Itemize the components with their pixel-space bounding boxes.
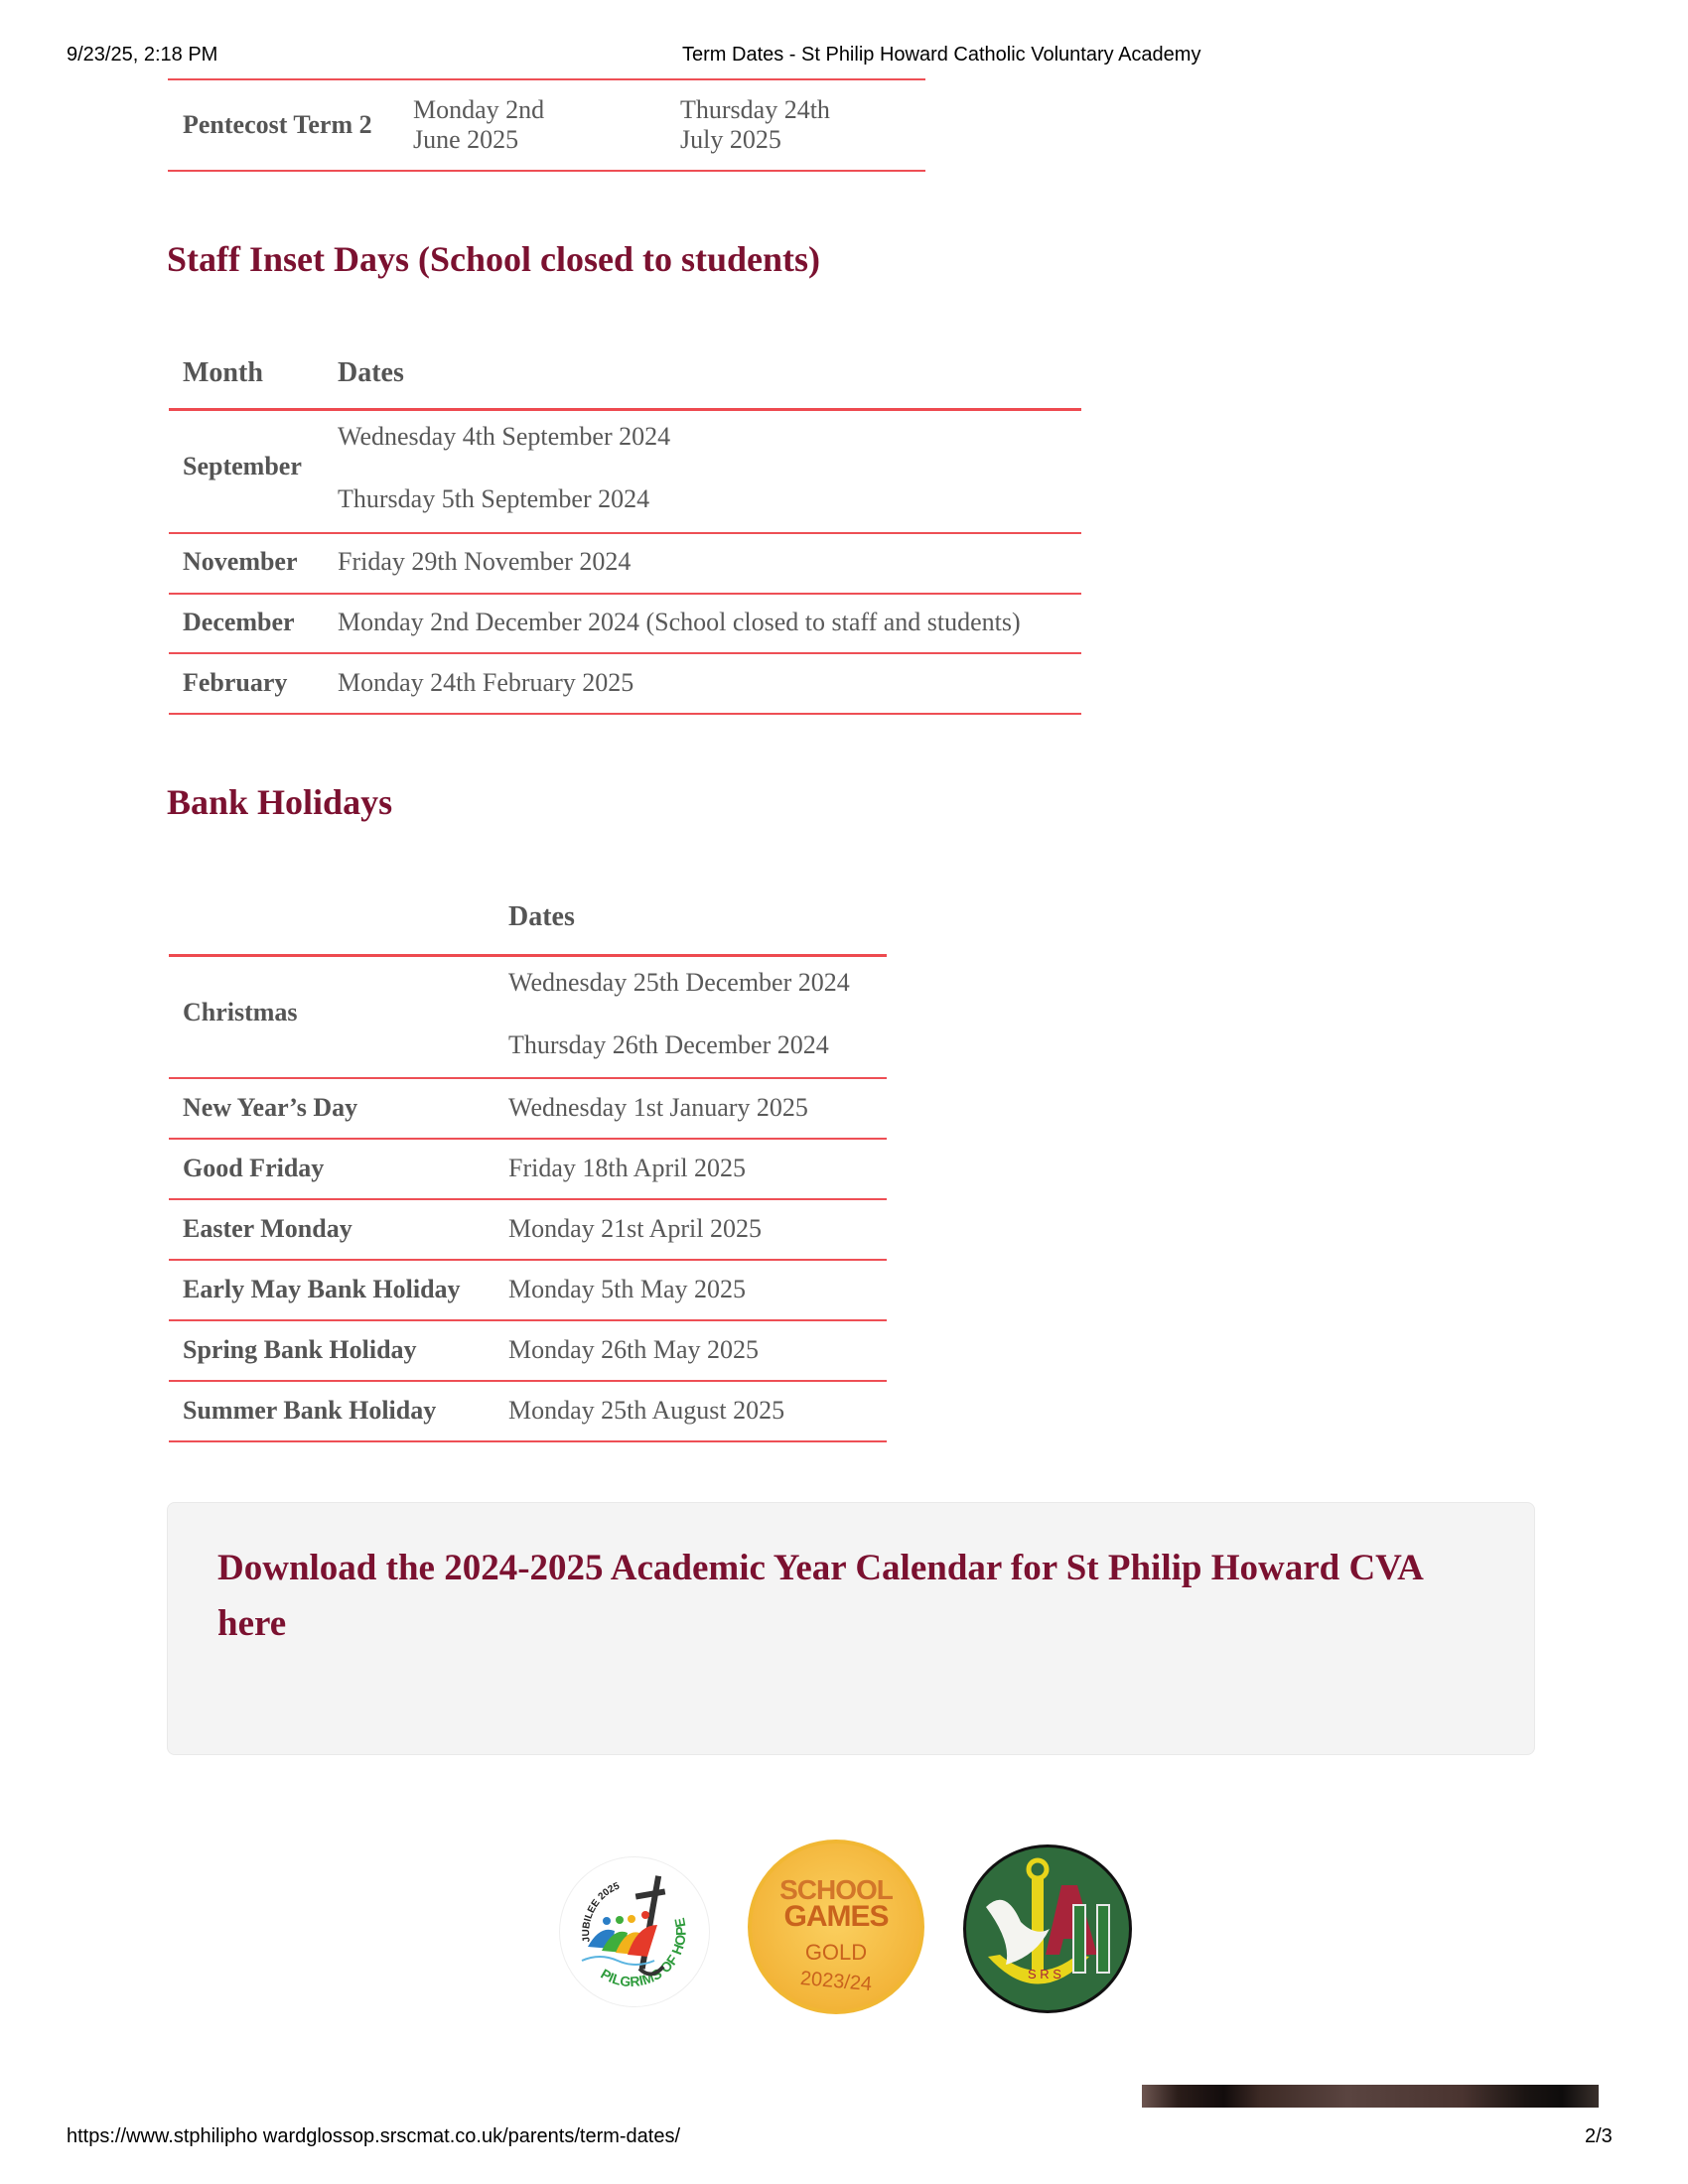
download-calendar-link[interactable]: Download the 2024-2025 Academic Year Calendar for St Philip Howard CVA here [217, 1548, 1422, 1644]
row-rule [169, 1440, 887, 1442]
header-rule [169, 408, 1081, 411]
bank-holidays-heading: Bank Holidays [167, 782, 393, 822]
row-rule [169, 593, 1081, 595]
column-header-dates: Dates [338, 357, 404, 388]
download-calendar-box [167, 1502, 1535, 1755]
date-cell: Friday 29th November 2024 [338, 547, 632, 576]
holiday-name: New Year’s Day [183, 1093, 358, 1122]
column-header-dates: Dates [508, 901, 575, 932]
holiday-name: Early May Bank Holiday [183, 1275, 461, 1303]
jubilee-2025-logo[interactable] [559, 1856, 710, 2007]
print-datetime: 9/23/25, 2:18 PM [67, 44, 218, 66]
holiday-name: Spring Bank Holiday [183, 1335, 417, 1364]
date-cell: Monday 25th August 2025 [508, 1396, 785, 1425]
row-rule [169, 1380, 887, 1382]
jubilee-top-text: JUBILEE 2025 [581, 1880, 622, 1944]
date-cell: Wednesday 25th December 2024 [508, 968, 850, 997]
month-cell: November [183, 547, 298, 576]
term-end-line2: July 2025 [680, 125, 781, 154]
month-cell: December [183, 608, 295, 636]
anchor-dove-icon [966, 1847, 1129, 2010]
row-rule [169, 1198, 887, 1200]
date-cell: Monday 2nd December 2024 (School closed to staff and students) [338, 608, 1021, 636]
school-games-line3: GOLD [804, 1940, 868, 1965]
date-cell: Monday 24th February 2025 [338, 668, 634, 697]
date-cell: Friday 18th April 2025 [508, 1154, 747, 1182]
holiday-name: Christmas [183, 998, 298, 1026]
month-cell: February [183, 668, 288, 697]
jubilee-bottom-text: PILGRIMS OF HOPE [598, 1916, 689, 1990]
term-end-line1: Thursday 24th [680, 95, 830, 124]
print-page-title: Term Dates - St Philip Howard Catholic Voluntary Academy [682, 44, 1201, 66]
holiday-name: Good Friday [183, 1154, 325, 1182]
row-rule [169, 532, 1081, 534]
cropped-photo [1142, 2085, 1599, 2108]
holiday-name: Easter Monday [183, 1214, 352, 1243]
school-games-line1: SCHOOL [779, 1874, 893, 1905]
term-start-line2: June 2025 [413, 125, 519, 154]
school-games-line4: 2023/24 [799, 1967, 873, 1996]
date-cell: Thursday 26th December 2024 [508, 1030, 829, 1059]
school-games-line2: GAMES [783, 1900, 889, 1933]
table-rule [168, 78, 925, 80]
srs-anchor-logo[interactable] [963, 1844, 1132, 2013]
header-rule [169, 954, 887, 957]
row-rule [169, 652, 1081, 654]
table-rule [168, 170, 925, 172]
bank-holidays-table [169, 893, 887, 1445]
inset-days-table [169, 347, 1081, 717]
date-cell: Monday 26th May 2025 [508, 1335, 760, 1364]
term-start-line1: Monday 2nd [413, 95, 545, 124]
row-rule [169, 1077, 887, 1079]
date-cell: Wednesday 4th September 2024 [338, 422, 671, 451]
row-rule [169, 713, 1081, 715]
srs-text: S R S [1028, 1967, 1061, 1981]
inset-days-heading: Staff Inset Days (School closed to students) [167, 239, 821, 279]
print-url: https://www.stphilipho wardglossop.srscmat.co.uk/parents/term-dates/ [67, 2125, 681, 2147]
print-page-number: 2/3 [1585, 2125, 1613, 2147]
holiday-name: Summer Bank Holiday [183, 1396, 437, 1425]
date-cell: Monday 5th May 2025 [508, 1275, 747, 1303]
date-cell: Thursday 5th September 2024 [338, 484, 650, 513]
jubilee-emblem-icon [560, 1857, 709, 2006]
row-rule [169, 1319, 887, 1321]
term-dates-table [168, 78, 925, 173]
date-cell: Monday 21st April 2025 [508, 1214, 762, 1243]
column-header-month: Month [183, 357, 263, 388]
term-name: Pentecost Term 2 [183, 110, 372, 139]
row-rule [169, 1259, 887, 1261]
month-cell: September [183, 452, 302, 480]
school-games-gold-logo[interactable] [748, 1840, 924, 2014]
row-rule [169, 1138, 887, 1140]
date-cell: Wednesday 1st January 2025 [508, 1093, 808, 1122]
